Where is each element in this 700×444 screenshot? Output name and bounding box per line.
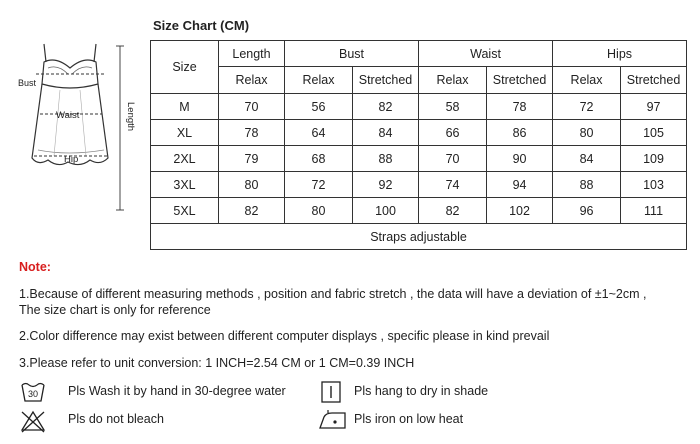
group-header-waist: Waist <box>419 41 553 67</box>
hip-label: Hip <box>64 154 79 165</box>
value-cell: 58 <box>419 94 487 120</box>
subheader-cell: Relax <box>553 67 621 94</box>
care-wash-text: Pls Wash it by hand in 30-degree water <box>68 384 286 398</box>
value-cell: 70 <box>419 146 487 172</box>
value-cell: 90 <box>487 146 553 172</box>
value-cell: 82 <box>353 94 419 120</box>
chart-title: Size Chart (CM) <box>153 18 250 33</box>
group-header-bust: Bust <box>285 41 419 67</box>
table-row <box>151 172 687 198</box>
value-cell: 86 <box>487 120 553 146</box>
value-cell: 72 <box>285 172 353 198</box>
care-dry-text: Pls hang to dry in shade <box>354 384 489 398</box>
value-cell: 82 <box>419 198 487 224</box>
subheader-cell: Relax <box>285 67 353 94</box>
table-row <box>151 146 687 172</box>
iron-low-heat-icon <box>318 409 348 431</box>
size-header: Size <box>151 41 219 94</box>
dress-icon <box>32 44 108 165</box>
subheader-cell: Stretched <box>487 67 553 94</box>
value-cell: 66 <box>419 120 487 146</box>
value-cell: 111 <box>621 198 687 224</box>
value-cell: 72 <box>553 94 621 120</box>
note-item-1-cont: The size chart is only for reference <box>19 303 211 317</box>
note-item-2: 2.Color difference may exist between different computer displays , specific please in kind prevail <box>19 329 550 343</box>
group-header-hips: Hips <box>553 41 687 67</box>
size-cell: 5XL <box>151 198 219 224</box>
hand-wash-30-icon <box>19 380 47 404</box>
size-cell: 3XL <box>151 172 219 198</box>
value-cell: 79 <box>219 146 285 172</box>
value-cell: 80 <box>285 198 353 224</box>
value-cell: 109 <box>621 146 687 172</box>
value-cell: 56 <box>285 94 353 120</box>
hang-dry-shade-icon <box>320 380 342 404</box>
care-iron-text: Pls iron on low heat <box>354 412 464 426</box>
value-cell: 105 <box>621 120 687 146</box>
value-cell: 80 <box>553 120 621 146</box>
value-cell: 102 <box>487 198 553 224</box>
garment-measurement-figure <box>8 38 150 218</box>
value-cell: 94 <box>487 172 553 198</box>
value-cell: 68 <box>285 146 353 172</box>
value-cell: 97 <box>621 94 687 120</box>
bust-label: Bust <box>18 78 37 88</box>
table-row <box>151 198 687 224</box>
value-cell: 74 <box>419 172 487 198</box>
wash-temperature-label: 30 <box>27 389 39 399</box>
subheader-cell: Stretched <box>353 67 419 94</box>
subheader-cell: Relax <box>219 67 285 94</box>
value-cell: 96 <box>553 198 621 224</box>
value-cell: 78 <box>219 120 285 146</box>
value-cell: 84 <box>353 120 419 146</box>
value-cell: 100 <box>353 198 419 224</box>
value-cell: 78 <box>487 94 553 120</box>
size-chart-table <box>150 40 687 250</box>
table-footer-note: Straps adjustable <box>151 224 687 250</box>
size-cell: XL <box>151 120 219 146</box>
value-cell: 82 <box>219 198 285 224</box>
subheader-cell: Relax <box>419 67 487 94</box>
table-row <box>151 120 687 146</box>
value-cell: 88 <box>553 172 621 198</box>
table-row <box>151 94 687 120</box>
no-bleach-icon <box>19 409 47 433</box>
group-header-length: Length <box>219 41 285 67</box>
care-bleach-text: Pls do not bleach <box>68 412 164 426</box>
value-cell: 92 <box>353 172 419 198</box>
value-cell: 84 <box>553 146 621 172</box>
subheader-cell: Stretched <box>621 67 687 94</box>
size-cell: M <box>151 94 219 120</box>
length-label: Length <box>125 102 136 132</box>
value-cell: 70 <box>219 94 285 120</box>
value-cell: 64 <box>285 120 353 146</box>
note-item-1: 1.Because of different measuring methods , position and fabric stretch , the data will have a deviation of ±1~2cm , <box>19 287 647 301</box>
waist-label: Waist <box>56 110 80 121</box>
note-item-3: 3.Please refer to unit conversion: 1 INCH=2.54 CM or 1 CM=0.39 INCH <box>19 356 415 370</box>
value-cell: 80 <box>219 172 285 198</box>
size-cell: 2XL <box>151 146 219 172</box>
value-cell: 103 <box>621 172 687 198</box>
value-cell: 88 <box>353 146 419 172</box>
note-title: Note: <box>19 260 51 274</box>
